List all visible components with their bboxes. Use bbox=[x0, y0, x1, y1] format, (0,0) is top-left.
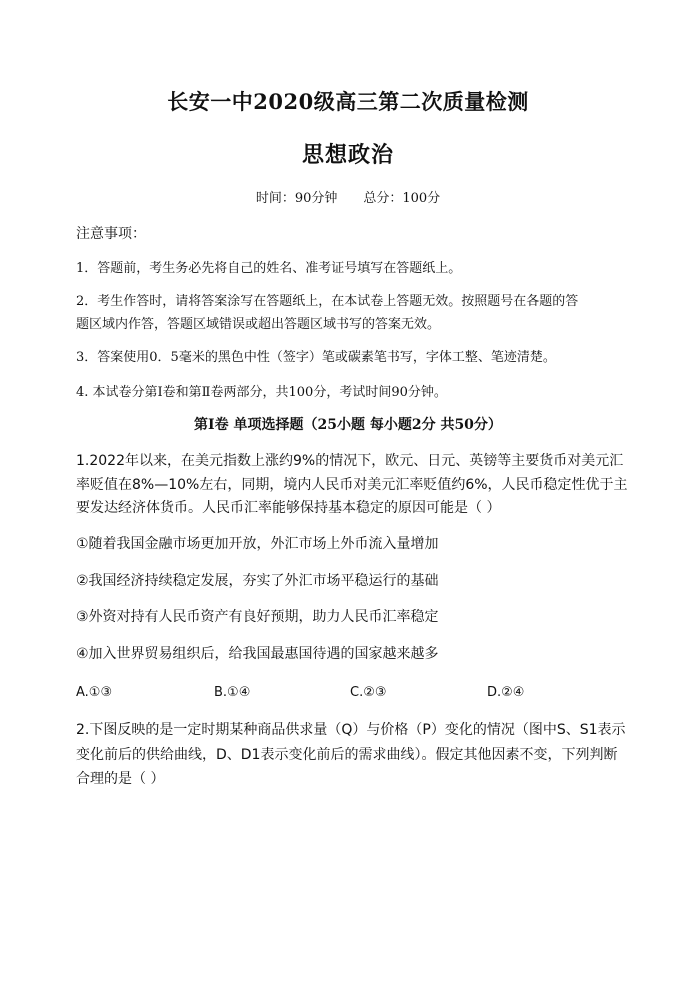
section-heading: 第Ⅰ卷 单项选择题（25小题 每小题2分 共50分） bbox=[194, 417, 502, 433]
question-2-stem-line: 合理的是（ ） bbox=[76, 771, 165, 787]
question-1-option: ①随着我国金融市场更加开放，外汇市场上外币流入量增加 bbox=[76, 536, 439, 552]
exam-title: 长安一中2020级高三第二次质量检测 bbox=[167, 89, 529, 114]
note-item: 3．答案使用0．5毫米的黑色中性（签字）笔或碳素笔书写，字体工整、笔迹清楚。 bbox=[76, 350, 556, 365]
question-1-stem-line: 要发达经济体货币。人民币汇率能够保持基本稳定的原因可能是（ ） bbox=[76, 500, 501, 516]
note-item: 题区域内作答，答题区域错误或超出答题区域书写的答案无效。 bbox=[76, 317, 441, 332]
question-2-stem-line: 2.下图反映的是一定时期某种商品供求量（Q）与价格（P）变化的情况（图中S、S1表示 bbox=[76, 722, 626, 738]
choice-d: D.②④ bbox=[487, 685, 525, 700]
question-1-stem-line: 率贬值在8%—10%左右，同期，境内人民币对美元汇率贬值约6%，人民币稳定性优于主 bbox=[76, 477, 628, 493]
choice-b: B.①④ bbox=[214, 685, 251, 700]
notes-heading: 注意事项： bbox=[76, 226, 146, 242]
exam-time: 时间：90分钟 bbox=[255, 191, 338, 206]
question-1-option: ②我国经济持续稳定发展，夯实了外汇市场平稳运行的基础 bbox=[76, 573, 439, 589]
note-item: 2．考生作答时，请将答案涂写在答题纸上，在本试卷上答题无效。按照题号在各题的答 bbox=[76, 294, 579, 309]
note-item: 1．答题前，考生务必先将自己的姓名、准考证号填写在答题纸上。 bbox=[76, 261, 462, 276]
choice-a: A.①③ bbox=[76, 685, 113, 700]
question-1-option: ④加入世界贸易组织后，给我国最惠国待遇的国家越来越多 bbox=[76, 646, 439, 662]
subject-title: 思想政治 bbox=[301, 142, 394, 168]
exam-meta bbox=[0, 187, 696, 206]
choice-c: C.②③ bbox=[350, 685, 387, 700]
question-1-option: ③外资对持有人民币资产有良好预期，助力人民币汇率稳定 bbox=[76, 609, 439, 625]
exam-total-score: 总分：100分 bbox=[363, 191, 441, 206]
question-2-stem-line: 变化前后的供给曲线，D、D1表示变化前后的需求曲线）。假定其他因素不变，下列判断 bbox=[76, 747, 618, 763]
question-1-stem-line: 1.2022年以来，在美元指数上涨约9%的情况下，欧元、日元、英镑等主要货币对美元汇 bbox=[76, 453, 624, 469]
note-item: 4. 本试卷分第Ⅰ卷和第Ⅱ卷两部分，共100分，考试时间90分钟。 bbox=[76, 385, 447, 400]
